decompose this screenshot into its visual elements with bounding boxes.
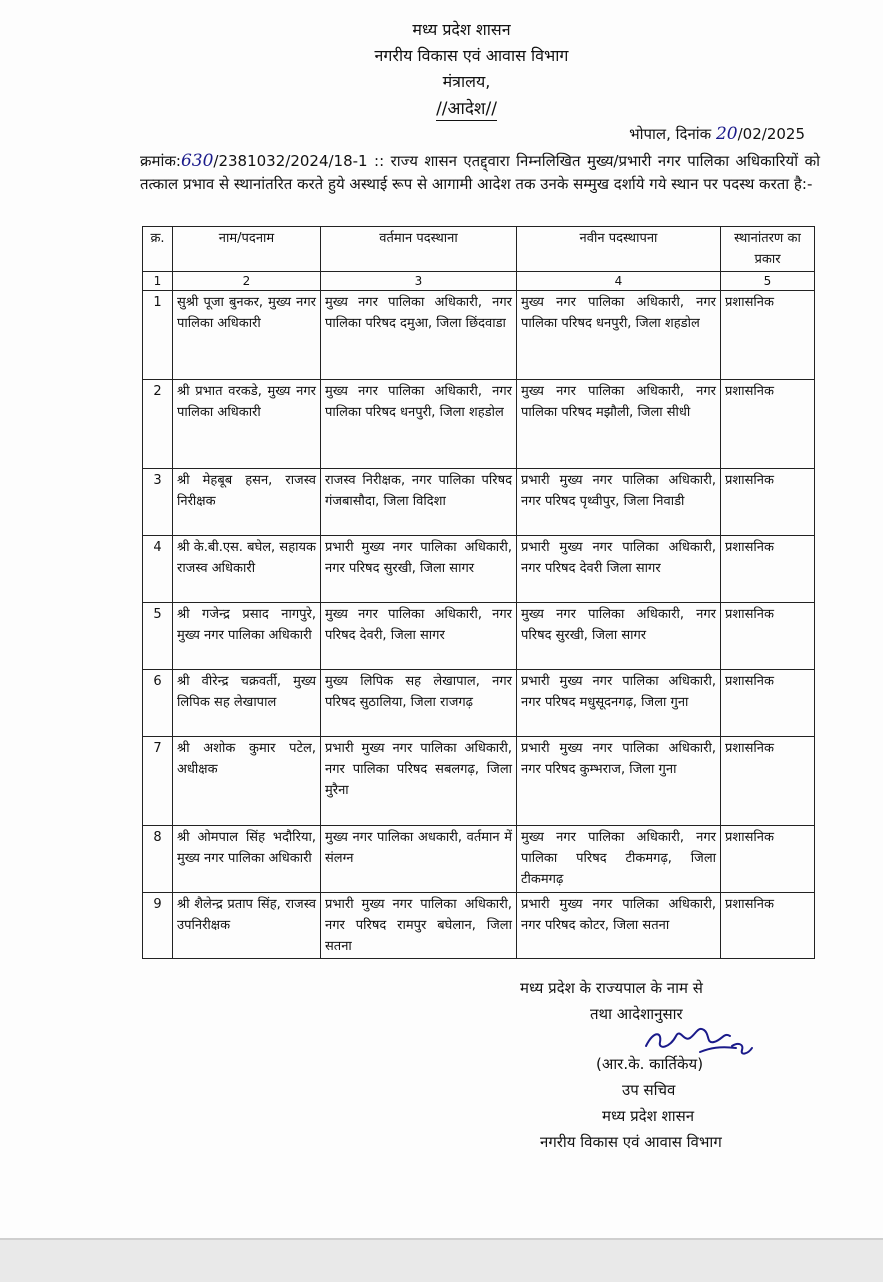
cell-transfer-type: प्रशासनिक	[721, 893, 815, 959]
cell-transfer-type: प्रशासनिक	[721, 536, 815, 603]
header-new-posting: नवीन पदस्थापना	[517, 227, 721, 272]
col-number: 3	[321, 272, 517, 291]
cell-serial: 8	[143, 826, 173, 893]
cell-name: श्री प्रभात वरकडे, मुख्य नगर पालिका अधिकारी	[173, 380, 321, 469]
cell-serial: 3	[143, 469, 173, 536]
signature-authority-line: मध्य प्रदेश के राज्यपाल के नाम से	[520, 979, 703, 997]
cell-new-posting: प्रभारी मुख्य नगर पालिका अधिकारी, नगर परिषद कोटर, जिला सतना	[517, 893, 721, 959]
cell-transfer-type: प्रशासनिक	[721, 380, 815, 469]
table-row	[143, 603, 815, 670]
header-transfer-type: स्थानांतरण का प्रकार	[721, 227, 815, 272]
cell-transfer-type: प्रशासनिक	[721, 670, 815, 737]
order-number-rest: /2381032/2024/18-1	[213, 152, 368, 170]
order-title-text: //आदेश//	[436, 99, 497, 119]
cell-serial: 1	[143, 291, 173, 380]
table-row	[143, 291, 815, 380]
header-government: मध्य प्रदेश शासन	[412, 20, 511, 39]
cell-new-posting: मुख्य नगर पालिका अधिकारी, नगर पालिका परिषद मझौली, जिला सीधी	[517, 380, 721, 469]
cell-name: श्री मेहबूब हसन, राजस्व निरीक्षक	[173, 469, 321, 536]
cell-serial: 4	[143, 536, 173, 603]
header-name: नाम/पदनाम	[173, 227, 321, 272]
cell-new-posting: मुख्य नगर पालिका अधिकारी, नगर पालिका परिषद धनपुरी, जिला शहडोल	[517, 291, 721, 380]
signatory-name: (आर.के. कार्तिकेय)	[596, 1055, 704, 1073]
signatory-designation: उप सचिव	[622, 1081, 676, 1099]
date-line	[629, 124, 805, 144]
cell-serial: 9	[143, 893, 173, 959]
table-row	[143, 469, 815, 536]
cell-serial: 5	[143, 603, 173, 670]
signatory-org-government: मध्य प्रदेश शासन	[602, 1107, 695, 1125]
scan-bottom-edge	[0, 1238, 883, 1282]
cell-transfer-type: प्रशासनिक	[721, 469, 815, 536]
cell-current-posting: प्रभारी मुख्य नगर पालिका अधिकारी, नगर पालिका परिषद सबलगढ़, जिला मुरैना	[321, 737, 517, 826]
cell-name: श्री गजेन्द्र प्रसाद नागपुरे, मुख्य नगर पालिका अधिकारी	[173, 603, 321, 670]
table-row	[143, 893, 815, 959]
header-current-posting: वर्तमान पदस्थाना	[321, 227, 517, 272]
cell-new-posting: प्रभारी मुख्य नगर पालिका अधिकारी, नगर परिषद देवरी जिला सागर	[517, 536, 721, 603]
cell-new-posting: मुख्य नगर पालिका अधिकारी, नगर पालिका परिषद टीकमगढ़, जिला टीकमगढ़	[517, 826, 721, 893]
table-row	[143, 826, 815, 893]
cell-name: श्री ओमपाल सिंह भदौरिया, मुख्य नगर पालिका अधिकारी	[173, 826, 321, 893]
table-header-row	[143, 227, 815, 272]
cell-serial: 7	[143, 737, 173, 826]
date-rest: /02/2025	[737, 125, 805, 143]
cell-serial: 2	[143, 380, 173, 469]
table-row	[143, 670, 815, 737]
cell-current-posting: राजस्व निरीक्षक, नगर पालिका परिषद गंजबासौदा, जिला विदिशा	[321, 469, 517, 536]
cell-transfer-type: प्रशासनिक	[721, 291, 815, 380]
col-number: 5	[721, 272, 815, 291]
cell-name: सुश्री पूजा बुनकर, मुख्य नगर पालिका अधिकारी	[173, 291, 321, 380]
header-serial: क्र.	[143, 227, 173, 272]
transfer-table	[142, 226, 815, 959]
header-department: नगरीय विकास एवं आवास विभाग	[374, 46, 569, 65]
cell-name: श्री वीरेन्द्र चक्रवर्ती, मुख्य लिपिक सह लेखापाल	[173, 670, 321, 737]
cell-new-posting: प्रभारी मुख्य नगर पालिका अधिकारी, नगर परिषद मधुसूदनगढ़, जिला गुना	[517, 670, 721, 737]
cell-new-posting: प्रभारी मुख्य नगर पालिका अधिकारी, नगर परिषद पृथ्वीपुर, जिला निवाडी	[517, 469, 721, 536]
cell-current-posting: प्रभारी मुख्य नगर पालिका अधिकारी, नगर परिषद रामपुर बघेलान, जिला सतना	[321, 893, 517, 959]
cell-current-posting: मुख्य नगर पालिका अधिकारी, नगर पालिका परिषद दमुआ, जिला छिंदवाडा	[321, 291, 517, 380]
order-body: :: राज्य शासन एतद्द्वारा निम्नलिखित मुख्य/प्रभारी नगर पालिका अधिकारियों को तत्काल प्रभाव से स्थानांतरित करते हुये अस्थाई रूप से आगामी आदेश तक उनके सम्मुख दर्शाये गये स्थान पर पदस्थ करता है:-	[140, 152, 820, 193]
signatory-org-department: नगरीय विकास एवं आवास विभाग	[540, 1133, 722, 1151]
order-label: क्रमांक:	[140, 152, 181, 170]
header-order-title	[25, 96, 883, 119]
header-ministry: मंत्रालय,	[442, 72, 491, 91]
cell-transfer-type: प्रशासनिक	[721, 603, 815, 670]
cell-current-posting: मुख्य नगर पालिका अधिकारी, नगर परिषद देवरी, जिला सागर	[321, 603, 517, 670]
table-row	[143, 380, 815, 469]
cell-transfer-type: प्रशासनिक	[721, 826, 815, 893]
col-number: 1	[143, 272, 173, 291]
col-number: 2	[173, 272, 321, 291]
cell-name: श्री अशोक कुमार पटेल, अधीक्षक	[173, 737, 321, 826]
cell-serial: 6	[143, 670, 173, 737]
date-day-handwritten: 20	[715, 124, 738, 144]
cell-name: श्री शैलेन्द्र प्रताप सिंह, राजस्व उपनिरीक्षक	[173, 893, 321, 959]
order-paragraph	[140, 150, 820, 196]
cell-new-posting: मुख्य नगर पालिका अधिकारी, नगर परिषद सुरखी, जिला सागर	[517, 603, 721, 670]
date-prefix: भोपाल, दिनांक	[629, 125, 712, 143]
table-column-number-row	[143, 272, 815, 291]
cell-current-posting: मुख्य नगर पालिका अधिकारी, नगर पालिका परिषद धनपुरी, जिला शहडोल	[321, 380, 517, 469]
cell-transfer-type: प्रशासनिक	[721, 737, 815, 826]
col-number: 4	[517, 272, 721, 291]
cell-new-posting: प्रभारी मुख्य नगर पालिका अधिकारी, नगर परिषद कुम्भराज, जिला गुना	[517, 737, 721, 826]
cell-name: श्री के.बी.एस. बघेल, सहायक राजस्व अधिकारी	[173, 536, 321, 603]
order-number-handwritten: 630	[180, 151, 214, 171]
cell-current-posting: मुख्य नगर पालिका अधकारी, वर्तमान में संलग्न	[321, 826, 517, 893]
signature-order-line: तथा आदेशानुसार	[590, 1005, 683, 1023]
table-row	[143, 536, 815, 603]
table-row	[143, 737, 815, 826]
cell-current-posting: मुख्य लिपिक सह लेखापाल, नगर परिषद सुठालिया, जिला राजगढ़	[321, 670, 517, 737]
cell-current-posting: प्रभारी मुख्य नगर पालिका अधिकारी, नगर परिषद सुरखी, जिला सागर	[321, 536, 517, 603]
